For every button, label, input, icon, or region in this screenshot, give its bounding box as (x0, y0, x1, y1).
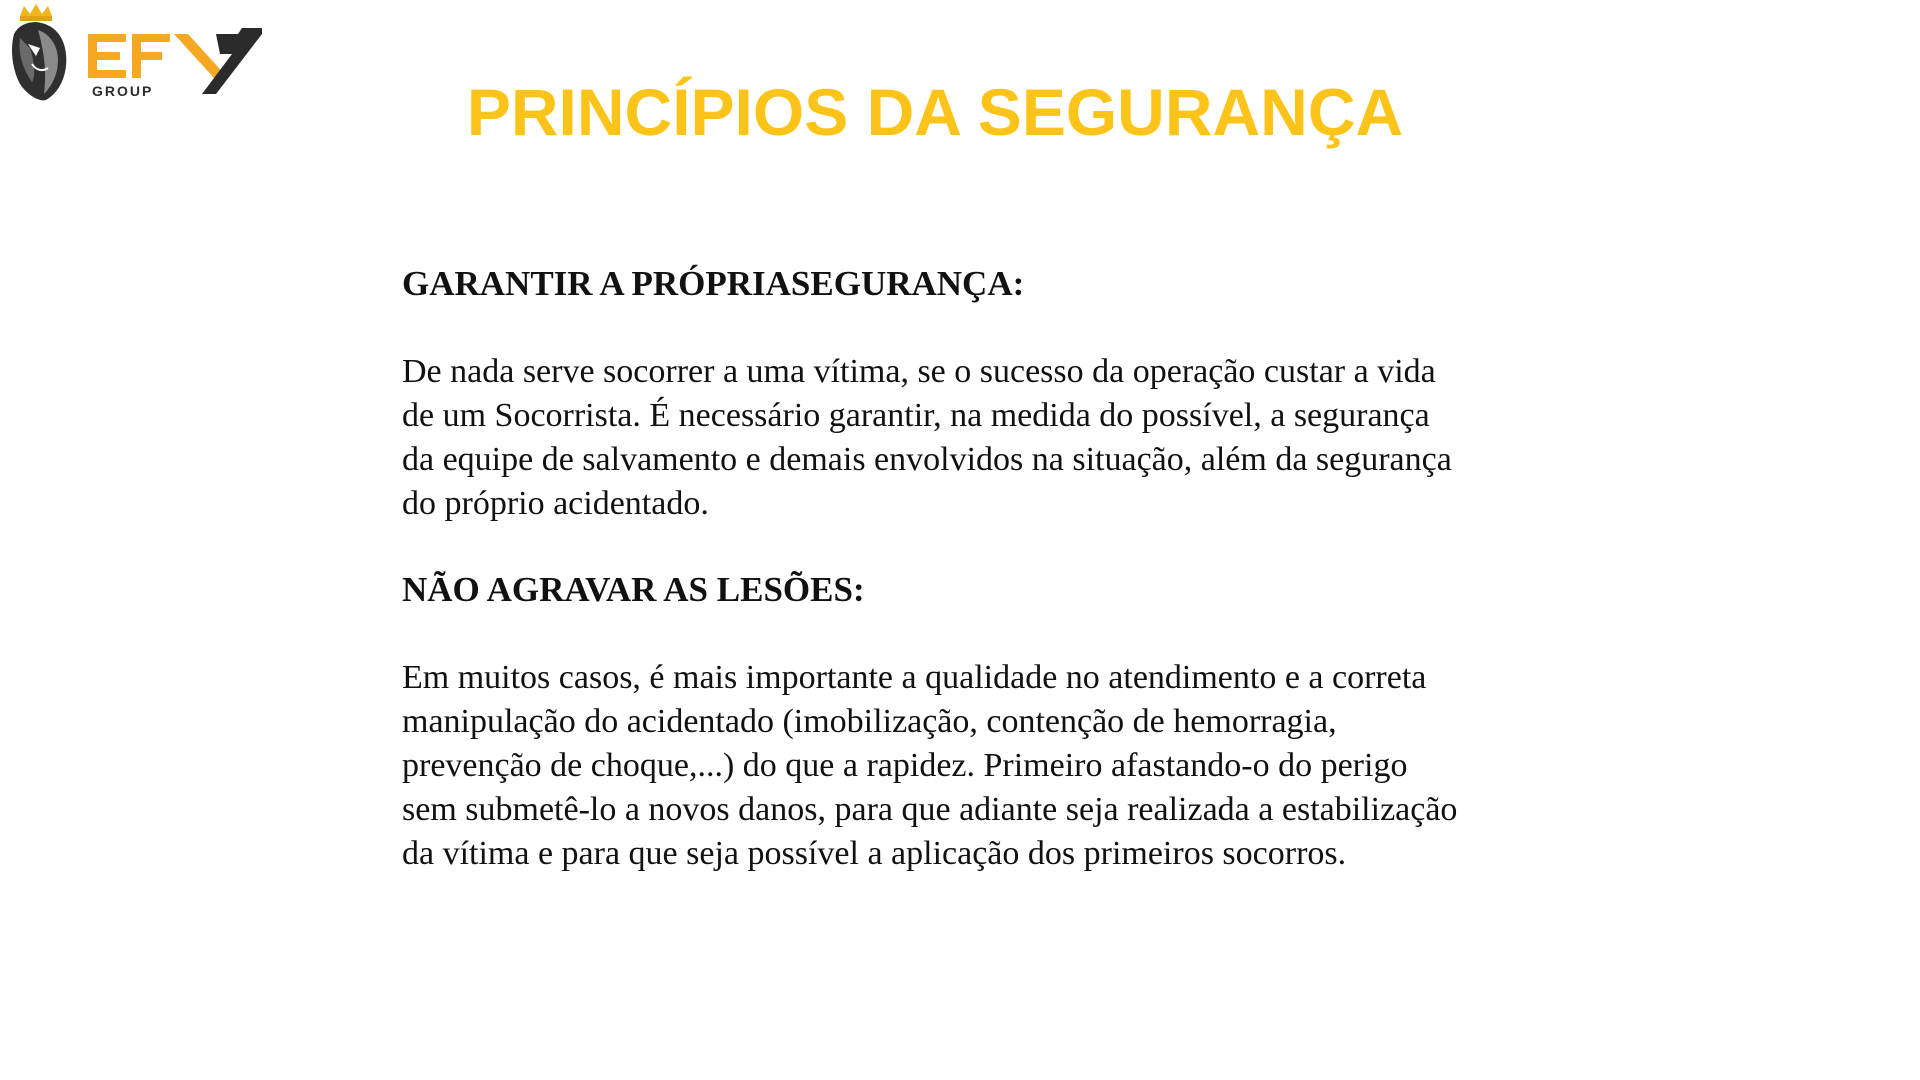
section-heading-own-safety: GARANTIR A PRÓPRIASEGURANÇA: (402, 264, 1025, 303)
paragraph-line: sem submetê-lo a novos danos, para que adiante seja realizada a estabilização (402, 791, 1458, 828)
paragraph-line: da vítima e para que seja possível a aplicação dos primeiros socorros. (402, 835, 1347, 872)
paragraph-line: De nada serve socorrer a uma vítima, se o sucesso da operação custar a vida (402, 353, 1436, 390)
paragraph-line: manipulação do acidentado (imobilização, contenção de hemorragia, (402, 703, 1337, 740)
paragraph-line: de um Socorrista. É necessário garantir, na medida do possível, a segurança (402, 397, 1430, 434)
paragraph-line: prevenção de choque,...) do que a rapidez. Primeiro afastando-o do perigo (402, 747, 1408, 784)
paragraph-line: Em muitos casos, é mais importante a qualidade no atendimento e a correta (402, 659, 1427, 696)
paragraph-line: da equipe de salvamento e demais envolvidos na situação, além da segurança (402, 441, 1452, 478)
section-paragraph-injuries (402, 656, 1562, 876)
paragraph-line: do próprio acidentado. (402, 485, 709, 522)
page-title: PRINCÍPIOS DA SEGURANÇA (466, 75, 1404, 149)
svg-text:GROUP: GROUP (92, 83, 154, 99)
section-paragraph-own-safety (402, 350, 1562, 526)
section-heading-injuries: NÃO AGRAVAR AS LESÕES: (402, 570, 865, 609)
